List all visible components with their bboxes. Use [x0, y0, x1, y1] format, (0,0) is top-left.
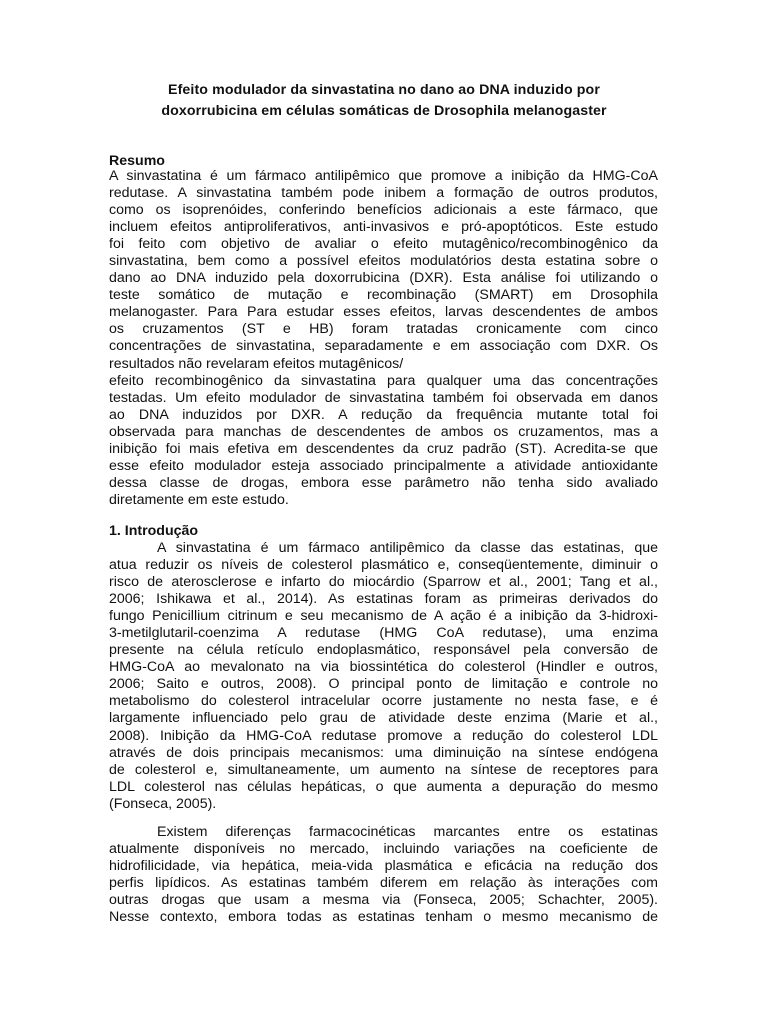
section-heading-introducao: 1. Introdução: [109, 523, 199, 539]
text-line: A sinvastatina é um fármaco antilipêmico da classe das estatinas, que: [157, 540, 658, 556]
intro-paragraph-1: [109, 540, 658, 813]
text-line: resultados não revelaram efeitos mutagênicos/: [109, 355, 404, 372]
text-line: os cruzamentos (ST e HB) foram tratadas cronicamente com cinco: [109, 321, 658, 338]
text-line: diretamente em este estudo.: [109, 491, 289, 508]
text-line: sinvastatina, bem como a possível efeitos modulatórios desta estatina sobre o: [109, 253, 658, 270]
text-line: redutase. A sinvastatina também pode inibem a formação de outros produtos,: [109, 185, 658, 202]
text-line: teste somático de mutação e recombinação (SMART) em Drosophila: [109, 287, 658, 304]
text-line: incluem efeitos antiproliferativos, anti-invasivos e pró-apoptóticos. Este estudo: [109, 219, 658, 236]
text-line: largamente influenciado pelo grau de atividade deste enzima (Marie et al.,: [109, 710, 658, 727]
text-line: efeito recombinogênico da sinvastatina para qualquer uma das concentrações: [109, 372, 658, 389]
text-line: perfis lipídicos. As estatinas também diferem em relação às interações com: [109, 875, 658, 892]
text-line: HMG-CoA ao mevalonato na via biossintética do colesterol (Hindler e outros,: [109, 659, 658, 676]
text-line: (Fonseca, 2005).: [109, 795, 217, 812]
abstract-paragraph-1: [109, 168, 658, 373]
text-line: LDL colesterol nas células hepáticas, o que aumenta a depuração do mesmo: [109, 778, 658, 795]
text-line: melanogaster. Para Para estudar esses efeitos, larvas descendentes de ambos: [109, 304, 658, 321]
section-heading-resumo: Resumo: [109, 153, 165, 169]
text-line: metabolismo do colesterol intracelular ocorre justamente no nesta fase, e é: [109, 693, 658, 710]
title-line: doxorrubicina em células somáticas de Drosophila melanogaster: [161, 103, 607, 119]
title-line: Efeito modulador da sinvastatina no dano ao DNA induzido por: [168, 82, 600, 98]
text-line: como os isoprenóides, conferindo benefícios adicionais a este fármaco, que: [109, 202, 658, 219]
abstract-paragraph-2: [109, 373, 658, 509]
intro-paragraph-2: [109, 824, 658, 926]
text-line: dessa classe de drogas, embora esse parâmetro não tenha sido avaliado: [109, 474, 658, 491]
text-line: A sinvastatina é um fármaco antilipêmico que promove a inibição da HMG-CoA: [109, 168, 658, 184]
text-line: observada para manchas de descendentes de ambos os cruzamentos, mas a: [109, 423, 658, 440]
text-line: risco de aterosclerose e infarto do miocárdio (Sparrow et al., 2001; Tang et al.,: [109, 574, 658, 591]
text-line: ao DNA induzidos por DXR. A redução da frequência mutante total foi: [109, 406, 658, 423]
text-line: 2008). Inibição da HMG-CoA redutase promove a redução do colesterol LDL: [109, 727, 658, 744]
text-line: foi feito com objetivo de avaliar o efeito mutagênico/recombinogênico da: [109, 236, 658, 253]
text-line: Nesse contexto, embora todas as estatinas tenham o mesmo mecanismo de: [109, 909, 658, 926]
text-line: testadas. Um efeito modulador de sinvastatina também foi observada em danos: [109, 389, 658, 406]
text-line: fungo Penicillium citrinum e seu mecanismo de A ação é a inibição da 3-hidroxi-: [109, 608, 658, 625]
text-line: outras drogas que usam a mesma via (Fonseca, 2005; Schachter, 2005).: [109, 892, 658, 909]
text-line: concentrações de sinvastatina, separadamente e em associação com DXR. Os: [109, 338, 658, 355]
text-line: 3-metilglutaril-coenzima A redutase (HMG CoA redutase), uma enzima: [109, 625, 658, 642]
document-title: [100, 80, 668, 122]
text-line: 2006; Ishikawa et al., 2014). As estatinas foram as primeiras derivados do: [109, 591, 658, 608]
text-line: dano ao DNA induzido pela doxorrubicina (DXR). Esta análise foi utilizando o: [109, 270, 658, 287]
text-line: atua reduzir os níveis de colesterol plasmático e, conseqüentemente, diminuir o: [109, 557, 658, 574]
text-line: esse efeito modulador esteja associado principalmente a atividade antioxidante: [109, 457, 658, 474]
text-line: de colesterol e, simultaneamente, um aumento na síntese de receptores para: [109, 761, 658, 778]
text-line: através de dois principais mecanismos: uma diminuição na síntese endógena: [109, 744, 658, 761]
text-line: hidrofilicidade, via hepática, meia-vida plasmática e eficácia na redução dos: [109, 858, 658, 875]
text-line: presente na célula retículo endoplasmático, responsável pela conversão de: [109, 642, 658, 659]
text-line: Existem diferenças farmacocinéticas marcantes entre os estatinas: [157, 824, 658, 840]
text-line: 2006; Saito e outros, 2008). O principal ponto de limitação e controle no: [109, 676, 658, 693]
text-line: atualmente disponíveis no mercado, incluindo variações na coeficiente de: [109, 841, 658, 858]
text-line: inibição foi mais efetiva em descendentes da cruz padrão (ST). Acredita-se que: [109, 440, 658, 457]
